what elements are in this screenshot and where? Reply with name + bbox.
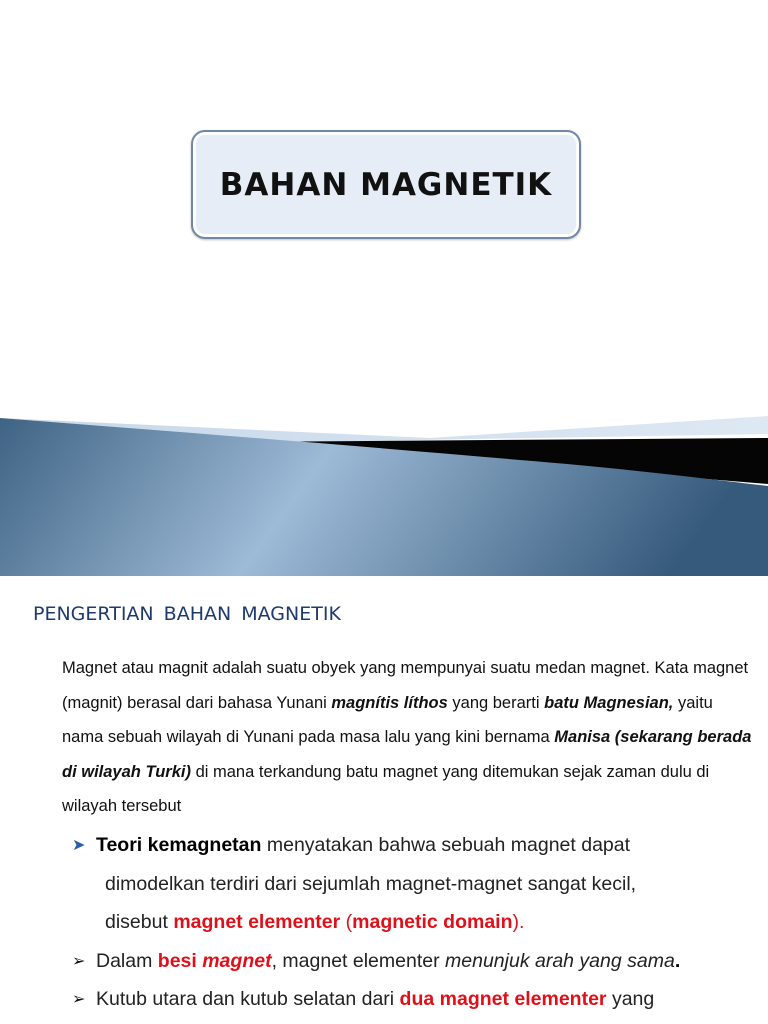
- term-magnitis-lithos: magnítis líthos: [331, 693, 448, 712]
- term-besi: besi: [157, 949, 203, 972]
- term-magnet: magnet: [202, 949, 272, 972]
- term-teori-kemagnetan: Teori kemagnetan: [96, 834, 262, 856]
- bullet-2-period: .: [674, 949, 681, 972]
- title-box: [191, 130, 581, 239]
- paren-open: (: [340, 911, 353, 933]
- section-heading: PENGERTIAN BAHAN MAGNETIK: [33, 603, 341, 625]
- bullet-1-text-1: menyatakan bahwa sebuah magnet dapat: [261, 834, 631, 856]
- bullet-1-line-1: [72, 826, 752, 865]
- bullet-2-text-1: Dalam: [96, 949, 158, 972]
- term-manisa: Manisa (sekarang berada di wilayah Turki): [62, 728, 752, 781]
- term-magnetic-domain: magnetic domain: [352, 911, 513, 933]
- term-dua-magnet-elementer: dua magnet elementer: [399, 988, 607, 1010]
- intro-paragraph: [62, 651, 752, 824]
- slide-title: BAHAN MAGNETIK: [219, 166, 553, 203]
- arrow-bullet-icon: ➤: [72, 835, 86, 854]
- bullet-3-text-2: yang: [606, 988, 655, 1010]
- term-batu-magnesian: batu Magnesian,: [544, 693, 674, 712]
- bullet-1-line-3: [72, 903, 752, 942]
- bullet-3-text-1: Kutub utara dan kutub selatan dari: [96, 988, 400, 1010]
- bullet-2-text-2: , magnet elementer: [271, 949, 446, 972]
- term-magnet-elementer: magnet elementer: [173, 911, 341, 933]
- decorative-wave-banner: [0, 410, 768, 576]
- term-menunjuk-arah: menunjuk arah yang sama: [445, 949, 675, 972]
- bullet-3: [72, 980, 752, 1019]
- intro-text-2: yang berarti: [447, 693, 545, 712]
- bullet-1-line-2: dimodelkan terdiri dari sejumlah magnet-magnet sangat kecil,: [105, 872, 637, 895]
- intro-text-1: Magnet atau magnit adalah suatu obyek yang mempunyai suatu medan magnet. Kata magnet (magnit) berasal dari bahasa Yunani: [62, 659, 749, 712]
- intro-text-4: di mana terkandung batu magnet yang ditemukan sejak zaman dulu di wilayah tersebut: [62, 762, 710, 815]
- content-slide: [0, 576, 768, 1024]
- paren-close: ).: [512, 911, 525, 933]
- arrow-bullet-icon: ➢: [72, 989, 86, 1008]
- intro-text-3: yaitu nama sebuah wilayah di Yunani pada masa lalu yang kini bernama: [62, 693, 713, 746]
- bullet-list: [72, 826, 752, 1019]
- bullet-1-text-3: disebut: [105, 911, 174, 933]
- arrow-bullet-icon: ➢: [72, 950, 86, 970]
- bullet-2: [72, 942, 752, 981]
